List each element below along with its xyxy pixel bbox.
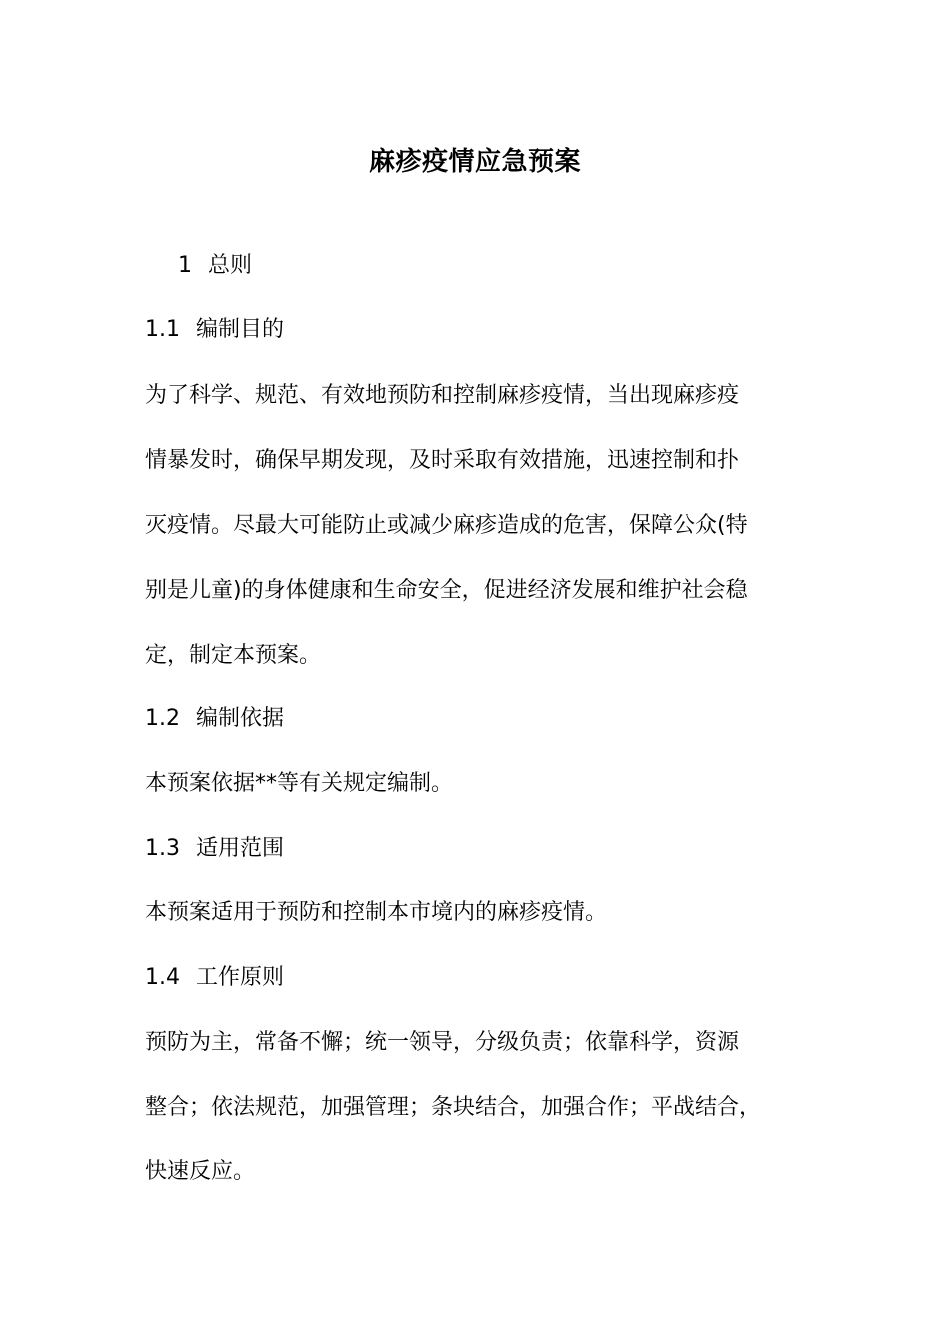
section-number: 1.3	[145, 836, 180, 861]
paragraph-line: 定，制定本预案。	[145, 643, 322, 668]
section-title: 适用范围	[196, 836, 285, 861]
section-number: 1.2	[145, 706, 180, 731]
section-title: 编制依据	[196, 706, 285, 731]
section-heading-1-3	[145, 831, 835, 867]
section-heading-1-2	[145, 701, 835, 737]
paragraph-line: 快速反应。	[145, 1159, 256, 1184]
paragraph-line: 本预案依据**等有关规定编制。	[145, 771, 454, 796]
section-heading-1-1	[145, 312, 835, 348]
chapter-number: 1	[178, 253, 192, 278]
paragraph-line: 整合；依法规范，加强管理；条块结合，加强合作；平战结合，	[145, 1095, 762, 1120]
section-title: 编制目的	[196, 317, 285, 342]
section-title: 工作原则	[196, 965, 285, 990]
paragraph-line: 情暴发时，确保早期发现，及时采取有效措施，迅速控制和扑	[145, 448, 740, 473]
chapter-heading	[178, 248, 868, 284]
paragraph-line: 为了科学、规范、有效地预防和控制麻疹疫情，当出现麻疹疫	[145, 383, 740, 408]
paragraph-line: 灭疫情。尽最大可能防止或减少麻疹造成的危害，保障公众(特	[145, 513, 748, 538]
section-heading-1-4	[145, 960, 835, 996]
paragraph-line: 别是儿童)的身体健康和生命安全，促进经济发展和维护社会稳	[145, 578, 748, 603]
section-number: 1.1	[145, 317, 180, 342]
document-title: 麻疹疫情应急预案	[368, 147, 581, 177]
section-number: 1.4	[145, 965, 180, 990]
paragraph-line: 本预案适用于预防和控制本市境内的麻疹疫情。	[145, 900, 608, 925]
paragraph-line: 预防为主，常备不懈；统一领导，分级负责；依靠科学，资源	[145, 1030, 740, 1055]
chapter-title: 总则	[208, 253, 253, 278]
